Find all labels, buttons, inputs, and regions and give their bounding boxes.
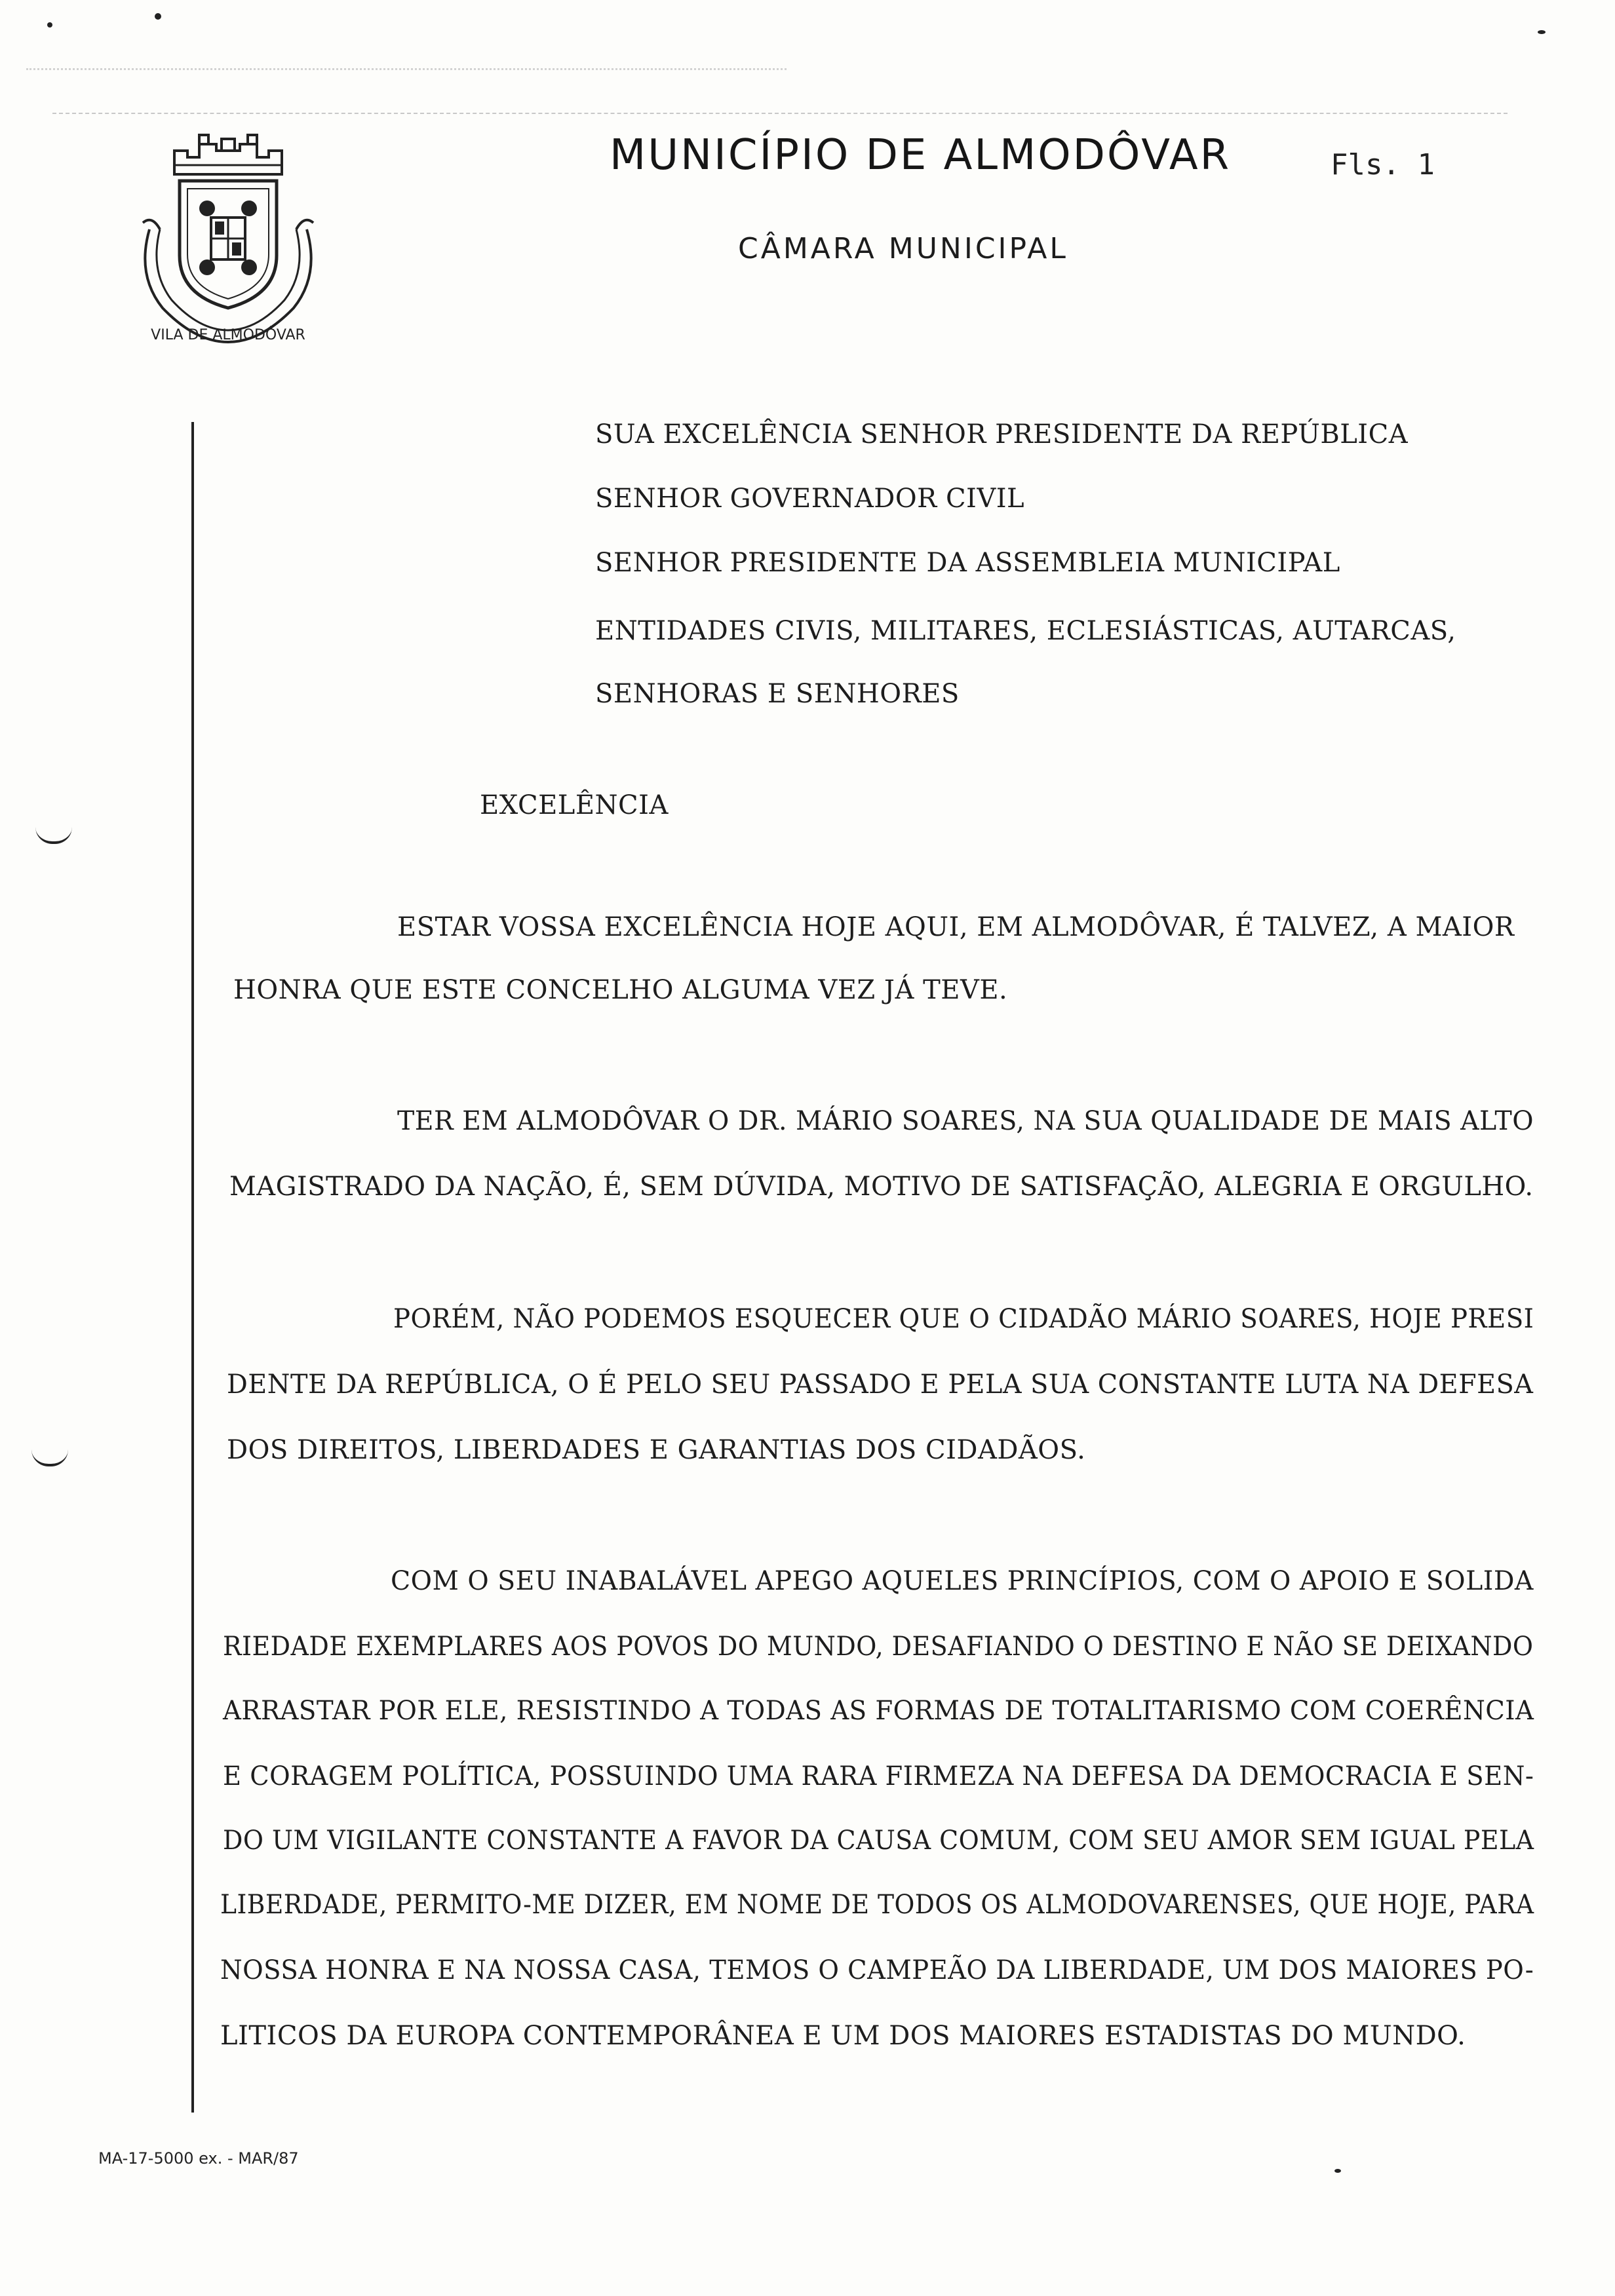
crest-text: VILA DE ALMODÔVAR (151, 327, 305, 343)
scan-noise-rule (52, 113, 1508, 114)
salutation-line: SENHORAS E SENHORES (595, 679, 960, 709)
paragraph-line: ESTAR VOSSA EXCELÊNCIA HOJE AQUI, EM ALMODÔVAR, É TALVEZ, A MAIOR (397, 912, 1515, 942)
paragraph-line: DOS DIREITOS, LIBERDADES E GARANTIAS DOS CIDADÃOS. (227, 1435, 1086, 1465)
paragraph-line: MAGISTRADO DA NAÇÃO, É, SEM DÚVIDA, MOTIVO DE SATISFAÇÃO, ALEGRIA E ORGULHO. (229, 1172, 1534, 1202)
paragraph-line: ARRASTAR POR ELE, RESISTINDO A TODAS AS FORMAS DE TOTALITARISMO COM COERÊNCIA (223, 1696, 1534, 1726)
scan-speck (1334, 2169, 1341, 2173)
left-margin-rule (191, 422, 194, 2113)
municipality-title: MUNICÍPIO DE ALMODÔVAR (610, 131, 1232, 180)
paragraph-line: LITICOS DA EUROPA CONTEMPORÂNEA E UM DOS MAIORES ESTADISTAS DO MUNDO. (220, 2021, 1466, 2051)
salutation-line: SENHOR PRESIDENTE DA ASSEMBLEIA MUNICIPAL (595, 548, 1340, 578)
paragraph-line: COM O SEU INABALÁVEL APEGO AQUELES PRINCÍPIOS, COM O APOIO E SOLIDA (391, 1566, 1534, 1596)
scan-noise-top (26, 68, 787, 70)
salutation-line: SUA EXCELÊNCIA SENHOR PRESIDENTE DA REPÚBLICA (595, 419, 1409, 450)
salutation-line: SENHOR GOVERNADOR CIVIL (595, 484, 1025, 514)
paragraph-line: RIEDADE EXEMPLARES AOS POVOS DO MUNDO, DESAFIANDO O DESTINO E NÃO SE DEIXANDO (223, 1632, 1534, 1662)
municipal-crest-seal (123, 131, 333, 347)
council-subtitle: CÂMARA MUNICIPAL (738, 232, 1068, 265)
paragraph-line: LIBERDADE, PERMITO-ME DIZER, EM NOME DE TODOS OS ALMODOVARENSES, QUE HOJE, PARA (220, 1890, 1534, 1920)
paragraph-line: NOSSA HONRA E NA NOSSA CASA, TEMOS O CAMPEÃO DA LIBERDADE, UM DOS MAIORES PO- (220, 1955, 1534, 1985)
paragraph-line: HONRA QUE ESTE CONCELHO ALGUMA VEZ JÁ TEVE. (233, 975, 1008, 1005)
form-code-footer: MA-17-5000 ex. - MAR/87 (98, 2149, 299, 2168)
page-number-label: Fls. 1 (1331, 148, 1435, 182)
margin-mark (35, 827, 72, 844)
scan-speck (47, 22, 52, 28)
greeting: EXCELÊNCIA (480, 790, 669, 820)
paragraph-line: DENTE DA REPÚBLICA, O É PELO SEU PASSADO E PELA SUA CONSTANTE LUTA NA DEFESA (227, 1369, 1534, 1400)
paragraph-line: DO UM VIGILANTE CONSTANTE A FAVOR DA CAUSA COMUM, COM SEU AMOR SEM IGUAL PELA (223, 1826, 1534, 1856)
scan-speck (155, 13, 161, 20)
paragraph-line: TER EM ALMODÔVAR O DR. MÁRIO SOARES, NA SUA QUALIDADE DE MAIS ALTO (397, 1106, 1534, 1136)
paragraph-line: E CORAGEM POLÍTICA, POSSUINDO UMA RARA FIRMEZA NA DEFESA DA DEMOCRACIA E SEN- (223, 1761, 1534, 1791)
margin-mark (31, 1449, 68, 1466)
salutation-line: ENTIDADES CIVIS, MILITARES, ECLESIÁSTICAS, AUTARCAS, (595, 616, 1456, 646)
paragraph-line: PORÉM, NÃO PODEMOS ESQUECER QUE O CIDADÃO MÁRIO SOARES, HOJE PRESI (393, 1304, 1534, 1334)
scan-speck (1538, 30, 1546, 34)
